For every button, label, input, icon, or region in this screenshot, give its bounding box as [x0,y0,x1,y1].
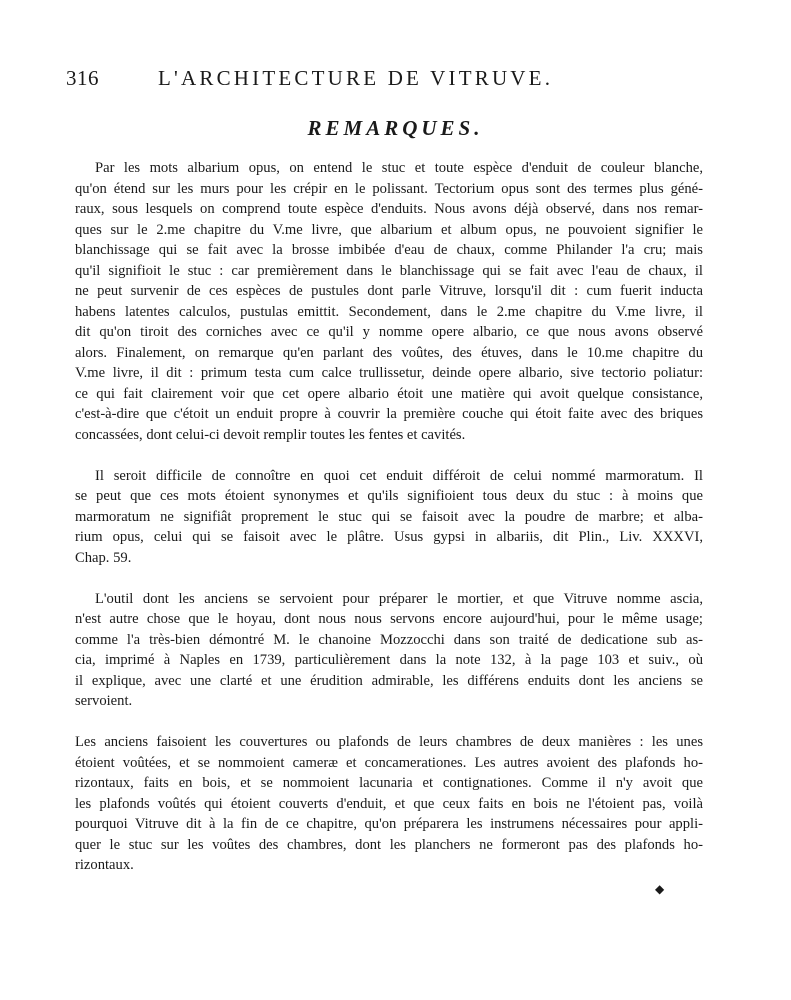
text-line: V.me livre, il dit : primum testa cum calce trullissetur, deinde opere albario, sive tectorio poliatur: [75,365,703,381]
text-line: les plafonds voûtés qui étoient couverts d'enduit, et que ceux faits en bois ne l'étoient pas, voilà [75,795,703,812]
text-line: c'est-à-dire que c'étoit un enduit propre à couvrir la première couche qui étoit faite avec des briques [75,406,703,422]
text-line: dit qu'on tiroit des corniches avec ce qu'il y nomme opere albario, ce que nous avons observé [75,324,703,340]
page-header [66,62,726,102]
running-title: L'ARCHITECTURE DE VITRUVE. [158,66,554,90]
text-line: ne peut survenir de ces espèces de pustules dont parle Vitruve, lorsqu'il dit : cum fuerit inducta [75,283,703,299]
text-line: se peut que ces mots étoient synonymes et qu'ils signifioient tous deux du stuc : à moins que [75,488,703,504]
text-line: comme l'a très-bien démontré M. le chanoine Mozzocchi dans son traité de dedicatione sub as- [75,631,703,648]
text-line: alors. Finalement, on remarque qu'en parlant des voûtes, des étuves, dans le 10.me chapitre du [75,344,703,361]
text-line: n'est autre chose que le hoyau, dont nous nous servons encore aujourd'hui, pour le même usage; [75,611,703,627]
text-line: qu'on étend sur les murs pour les crépir en le polissant. Tectorium opus sont des termes plus géné- [75,180,703,197]
text-line: L'outil dont les anciens se servoient pour préparer le mortier, et que Vitruve nomme ascia, [95,590,703,607]
text-line: marmoratum ne signifiât proprement le stuc qui se faisoit avec la poudre de marbre; et alba- [75,508,703,525]
text-line: concassées, dont celui-ci devoit remplir toutes les fentes et cavités. [75,426,466,443]
text-line: ques sur le 2.me chapitre du V.me livre, que albarium et album opus, ne pouvoient signifier le [75,221,703,238]
text-line: rizontaux. [75,857,134,873]
ornament-mark: ◆ [655,882,665,896]
text-line: raux, sous lesquels on comprend toute espèce d'enduits. Nous avons déjà observé, dans nos remar- [75,201,703,217]
text-line: cia, imprimé à Naples en 1739, particulièrement dans la note 132, à la page 103 et suiv., où [75,652,703,668]
text-line: habens latentes calculos, pustulas emittit. Secondement, dans le 2.me chapitre du V.me livre, il [75,303,703,320]
text-line: servoient. [75,693,133,709]
text-line: Par les mots albarium opus, on entend le stuc et toute espèce d'enduit de couleur blanche, [95,160,703,176]
paragraph-4 [75,732,703,876]
text-line: qu'il signifioit le stuc : car premièrement dans le blanchissage qui se fait avec l'eau de chaux, il [75,262,703,279]
paragraph-1 [75,158,703,445]
text-line: Il seroit difficile de connoître en quoi cet enduit différoit de celui nommé marmoratum. Il [95,467,703,484]
text-line: pourquoi Vitruve dit à la fin de ce chapitre, qu'on préparera les instrumens nécessaires pour appli- [75,816,703,832]
body-text [75,158,703,896]
text-line: quer le stuc sur les voûtes des chambres, dont les planchers ne formeront pas des plafonds ho- [75,836,703,853]
text-line: Chap. 59. [75,549,132,566]
page-number: 316 [66,66,99,90]
text-line: étoient voûtées, et se nommoient cameræ et concamerationes. Les autres avoient des plafonds ho- [75,754,703,771]
text-line: ce qui fait clairement voir que cet opere albario étoit une matière qui avoit quelque consistance, [75,385,703,402]
section-title: REMARQUES. [307,116,484,140]
text-line: rium opus, celui qui se faisoit avec le plâtre. Usus gypsi in albariis, dit Plin., Liv. XXXVI, [75,529,703,545]
text-line: blanchissage qui se fait avec la brosse imbibée d'eau de chaux, comme Philander l'a cru; mais [75,242,703,258]
paragraph-2 [75,466,703,569]
text-line: rizontaux, faits en bois, et se nommoient lacunaria et contignationes. Comme il n'y avoit que [75,775,703,791]
text-line: il explique, avec une clarté et une érudition admirable, les différens enduits dont les anciens se [75,672,703,689]
text-line: Les anciens faisoient les couvertures ou plafonds de leurs chambres de deux manières : les unes [75,734,703,750]
paragraph-3 [75,589,703,712]
